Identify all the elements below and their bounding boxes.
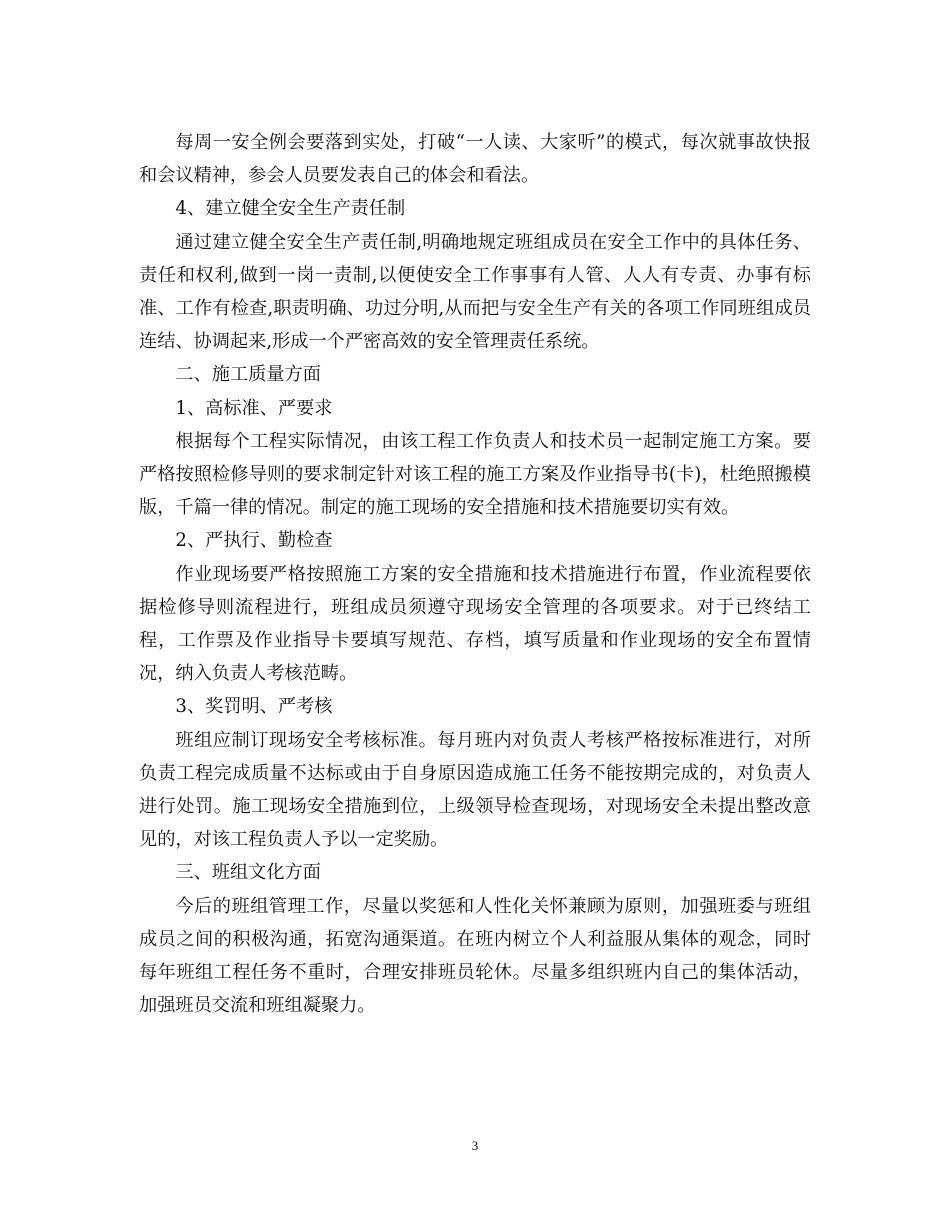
section-heading: 3、奖罚明、严考核 [175,696,333,718]
page-number: 3 [471,1138,479,1153]
section-heading: 2、严执行、勤检查 [175,530,333,552]
body-paragraph: 通过建立健全安全生产责任制,明确地规定班组成员在安全工作中的具体任务、责任和权利,做到一岗一责制,以便使安全工作事事有人管、人人有专责、办事有标准、工作有检查,职责明确、功过分明,从而把与安全生产有关的各项工作同班组成员连结、协调起来,形成一个严密高效的安全管理责任系统。 [139,231,811,353]
section-heading: 1、高标准、严要求 [175,397,333,419]
body-paragraph: 每周一安全例会要落到实处，打破“一人读、大家听”的模式，每次就事故快报和会议精神，参会人员要发表自己的体会和看法。 [139,132,811,187]
section-heading: 三、班组文化方面 [175,862,321,884]
body-paragraph: 今后的班组管理工作，尽量以奖惩和人性化关怀兼顾为原则，加强班委与班组成员之间的积极沟通，拓宽沟通渠道。在班内树立个人利益服从集体的观念，同时每年班组工程任务不重时，合理安排班员轮休。尽量多组织班内自己的集体活动，加强班员交流和班组凝聚力。 [139,895,811,1017]
body-paragraph: 根据每个工程实际情况，由该工程工作负责人和技术员一起制定施工方案。要严格按照检修导则的要求制定针对该工程的施工方案及作业指导书(卡)，杜绝照搬模版，千篇一律的情况。制定的施工现场的安全措施和技术措施要切实有效。 [139,430,811,519]
section-heading: 4、建立健全安全生产责任制 [175,198,406,220]
document-body [139,126,811,1022]
section-heading: 二、施工质量方面 [175,364,321,386]
body-paragraph: 班组应制订现场安全考核标准。每月班内对负责人考核严格按标准进行，对所负责工程完成质量不达标或由于自身原因造成施工任务不能按期完成的，对负责人进行处罚。施工现场安全措施到位，上级领导检查现场，对现场安全未提出整改意见的，对该工程负责人予以一定奖励。 [139,729,811,851]
body-paragraph: 作业现场要严格按照施工方案的安全措施和技术措施进行布置，作业流程要依据检修导则流程进行，班组成员须遵守现场安全管理的各项要求。对于已终结工程，工作票及作业指导卡要填写规范、存档，填写质量和作业现场的安全布置情况，纳入负责人考核范畴。 [139,563,811,685]
